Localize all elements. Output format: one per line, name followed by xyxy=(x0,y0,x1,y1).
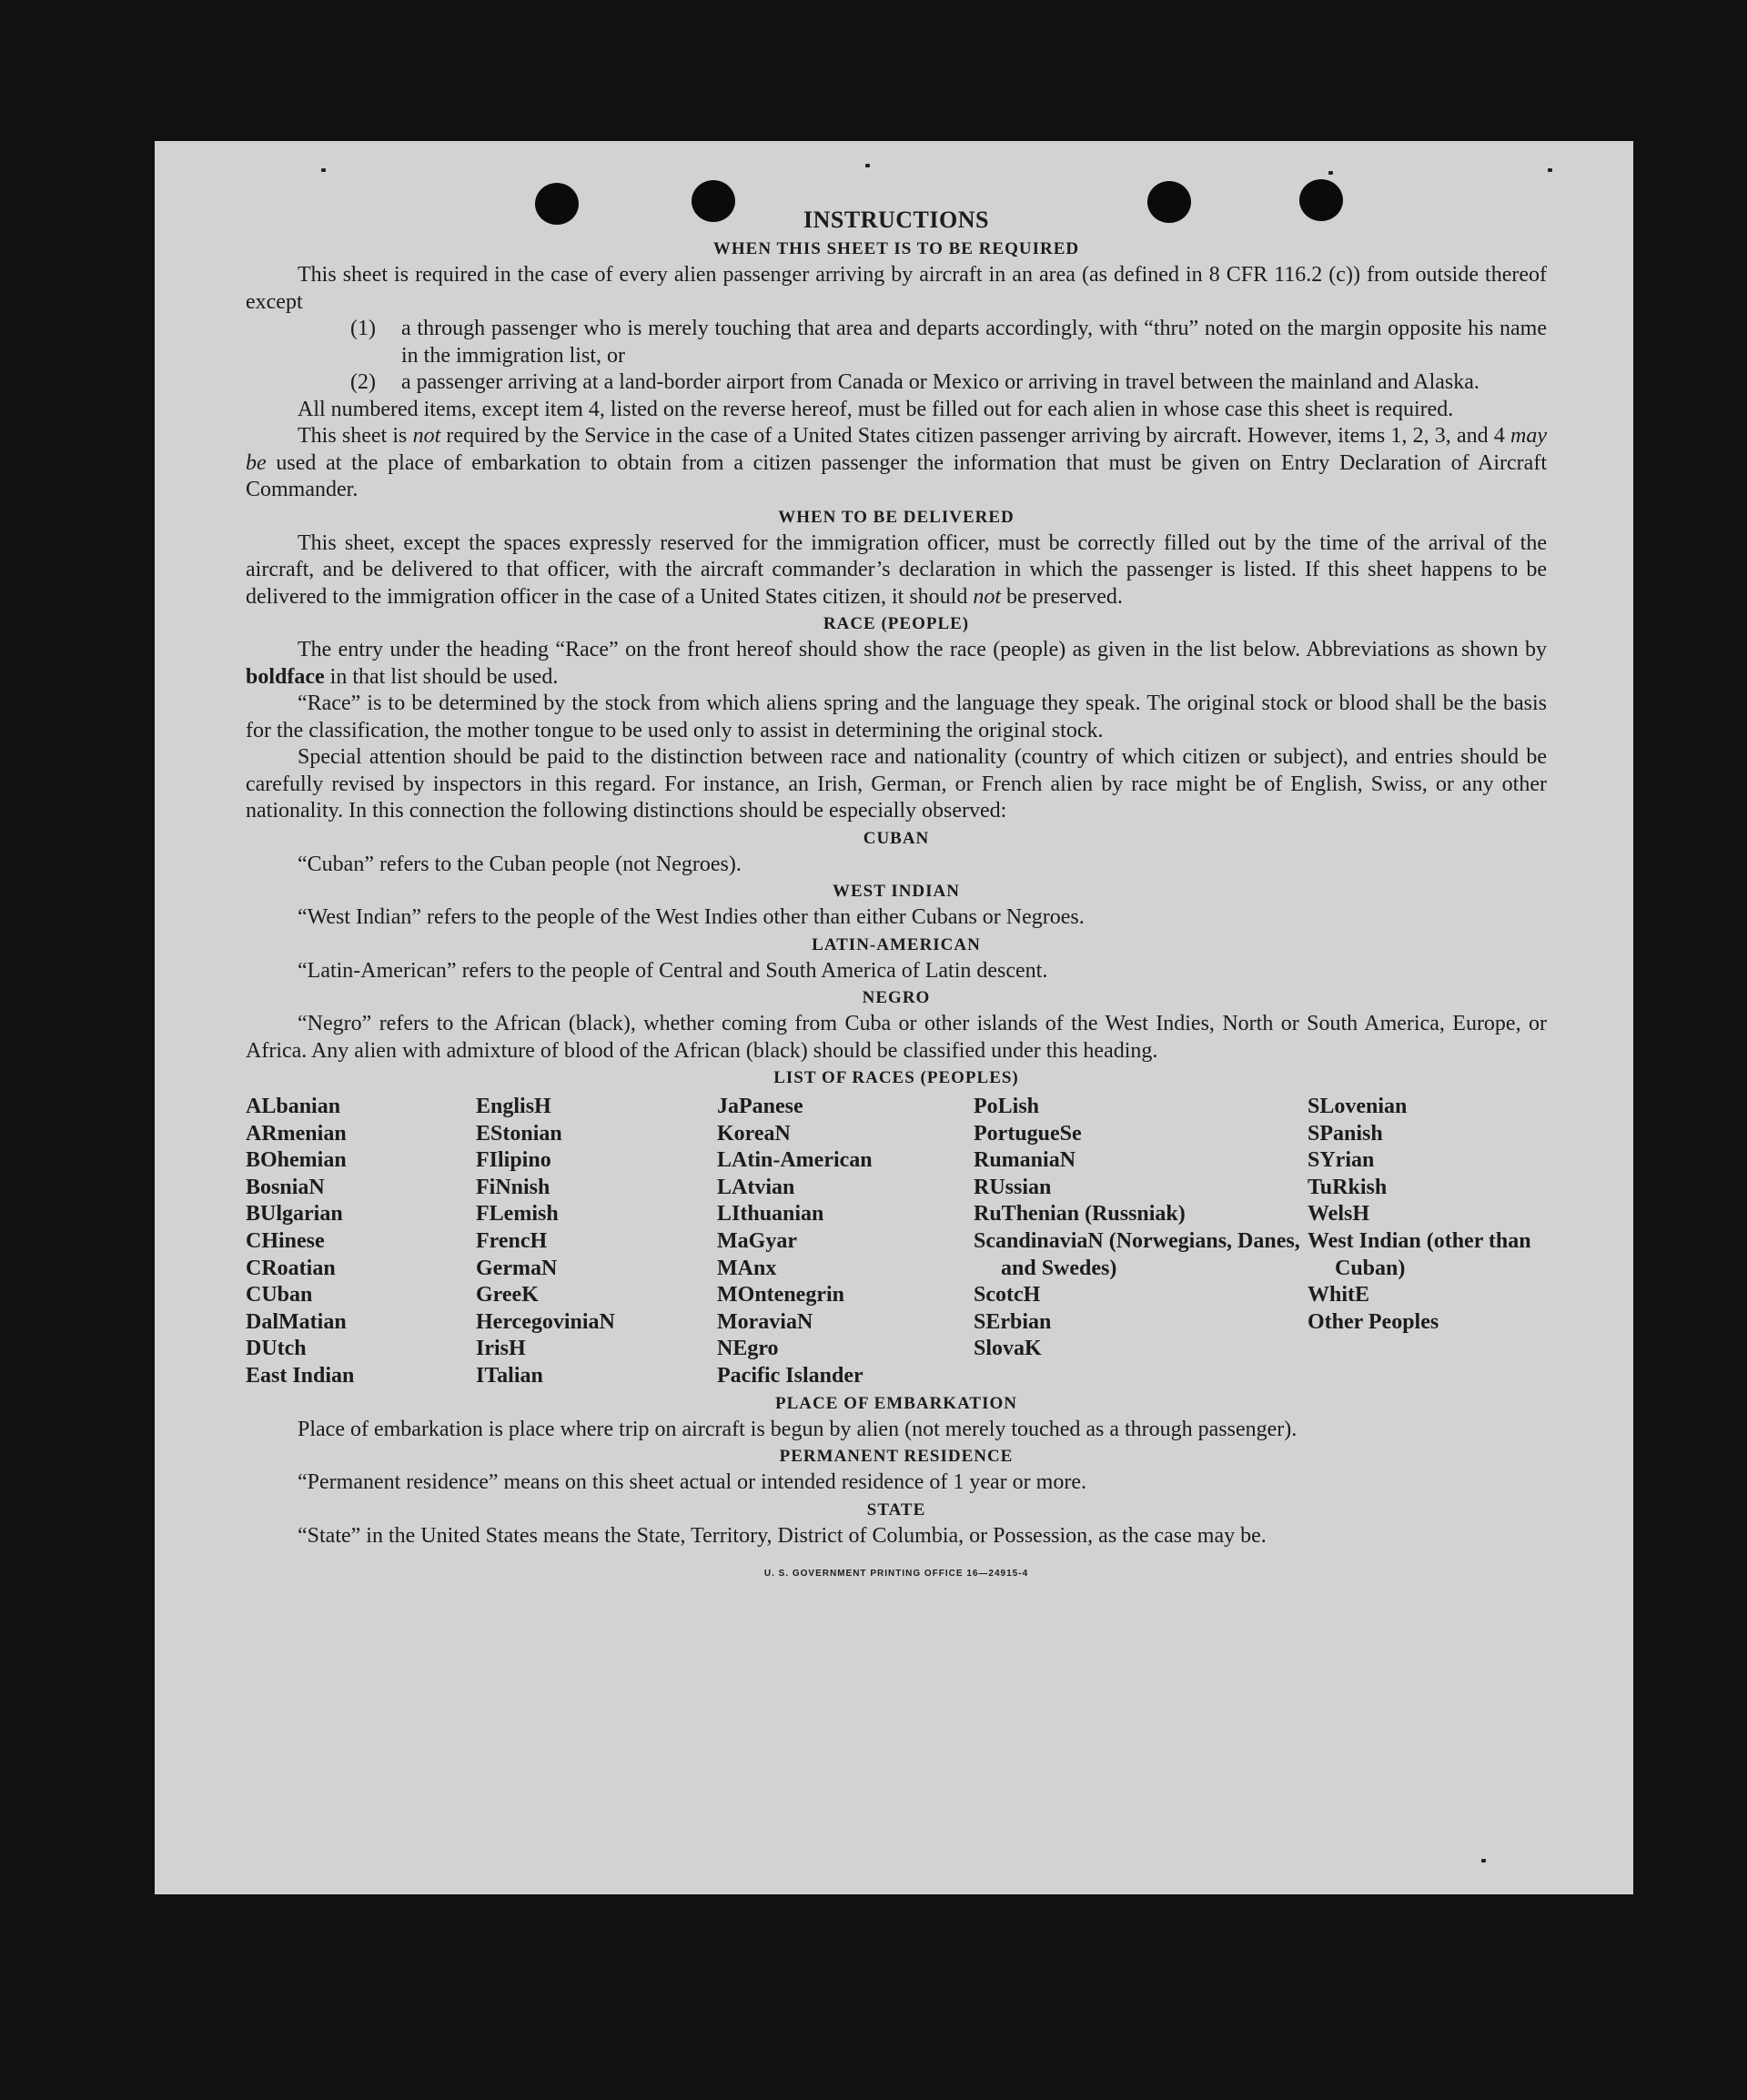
required-paragraph-2: All numbered items, except item 4, listed on the reverse hereof, must be filled out for each alien in whose case this sheet is required. xyxy=(298,397,1454,421)
race-item: SLovenian xyxy=(1308,1095,1408,1118)
heading-negro: NEGRO xyxy=(862,988,931,1007)
speck xyxy=(321,168,326,172)
race-item: DalMatian xyxy=(246,1309,347,1334)
residence-text: “Permanent residence” means on this sheet actual or intended residence of 1 year or more. xyxy=(298,1470,1086,1495)
exception-number: (1) xyxy=(350,317,376,340)
race-item: DUtch xyxy=(246,1337,307,1361)
required-paragraph-3 xyxy=(246,423,1547,504)
west-indian-text: “West Indian” refers to the people of the West Indies other than either Cubans or Negroes. xyxy=(298,905,1085,929)
race-item: ARmenian xyxy=(246,1121,347,1146)
race-item: IrisH xyxy=(476,1337,526,1361)
document-title: INSTRUCTIONS xyxy=(803,207,989,233)
heading-required: WHEN THIS SHEET IS TO BE REQUIRED xyxy=(712,239,1080,258)
race-item: Other Peoples xyxy=(1308,1309,1439,1334)
race-item: MAnx xyxy=(717,1256,777,1280)
race-item: West Indian (other than Cuban) xyxy=(1308,1228,1531,1280)
heading-delivered: WHEN TO BE DELIVERED xyxy=(778,507,1015,527)
text-run: This sheet, except the spaces expressly reserved for the immigration officer, must be correctly filled out by the time of the arrival of the aircraft, and be delivered to that officer, with the aircraft commander’s declaration in which the passenger is listed. If this sheet happens to be delivered to the immigration officer in the case of a United States citizen, it should xyxy=(246,530,1547,609)
exception-item xyxy=(350,316,1547,369)
exception-number: (2) xyxy=(350,370,376,394)
race-item: East Indian xyxy=(246,1363,355,1388)
speck xyxy=(1481,1859,1486,1863)
race-item: WhitE xyxy=(1308,1283,1370,1307)
speck xyxy=(1328,171,1333,175)
race-column xyxy=(1308,1094,1547,1390)
heading-state: STATE xyxy=(866,1499,926,1519)
race-item: SPanish xyxy=(1308,1121,1383,1146)
race-item: ScandinaviaN (Norwegians, Danes, and Swedes) xyxy=(974,1228,1300,1280)
race-item: SErbian xyxy=(974,1309,1052,1334)
text-run: required by the Service in the case of a United States citizen passenger arriving by aircraft. However, items 1, 2, 3, and 4 xyxy=(440,424,1511,448)
race-item: KoreaN xyxy=(717,1121,791,1146)
race-item: SlovaK xyxy=(974,1337,1042,1361)
race-item: CHinese xyxy=(246,1228,325,1253)
negro-text: “Negro” refers to the African (black), whether coming from Cuba or other islands of the West Indies, North or South America, Europe, or Africa. Any alien with admixture of blood of the African (black) should be classified under this heading. xyxy=(246,1012,1547,1063)
race-item: CUban xyxy=(246,1283,313,1307)
race-item: SYrian xyxy=(1308,1148,1375,1173)
race-item: RuThenian (Russniak) xyxy=(974,1202,1186,1227)
emphasis-not: not xyxy=(412,424,441,448)
race-paragraph-2: “Race” is to be determined by the stock from which aliens spring and the language they speak. The original stock or blood shall be the basis for the classification, the mother tongue to be used only to assist in determining the original stock. xyxy=(246,692,1547,742)
race-item: GreeK xyxy=(476,1283,539,1307)
printing-office-footer: U. S. GOVERNMENT PRINTING OFFICE 16—24915-4 xyxy=(763,1569,1029,1580)
race-item: NEgro xyxy=(717,1337,779,1361)
heading-race: RACE (PEOPLE) xyxy=(823,614,970,633)
delivered-paragraph xyxy=(246,530,1547,611)
race-item: MaGyar xyxy=(717,1228,797,1253)
heading-cuban: CUBAN xyxy=(863,828,930,848)
race-item: BOhemian xyxy=(246,1148,347,1173)
race-item: PoLish xyxy=(974,1095,1040,1118)
race-column xyxy=(974,1094,1308,1390)
embarkation-text: Place of embarkation is place where trip on aircraft is begun by alien (not merely touched as a through passenger). xyxy=(298,1417,1298,1441)
race-item: JaPanese xyxy=(717,1095,803,1118)
race-paragraph-1 xyxy=(246,637,1547,691)
text-run: This sheet is xyxy=(298,424,413,448)
race-list xyxy=(246,1094,1547,1390)
heading-latin-american: LATIN-AMERICAN xyxy=(812,934,981,954)
race-item: CRoatian xyxy=(246,1256,336,1280)
speck xyxy=(1548,168,1552,172)
heading-list-of-races: LIST OF RACES (PEOPLES) xyxy=(773,1068,1019,1087)
race-item: MoraviaN xyxy=(717,1309,813,1334)
race-column xyxy=(717,1094,974,1390)
race-item: ScotcH xyxy=(974,1283,1041,1307)
exception-text: a through passenger who is merely touching that area and departs accordingly, with “thru” noted on the margin opposite his name in the immigration list, or xyxy=(401,317,1547,368)
text-run: be preserved. xyxy=(1001,584,1123,609)
bold-word: boldface xyxy=(246,664,325,689)
race-item: Pacific Islander xyxy=(717,1363,863,1388)
exception-item xyxy=(350,369,1547,397)
latin-american-text: “Latin-American” refers to the people of Central and South America of Latin descent. xyxy=(298,958,1048,983)
race-item: MOntenegrin xyxy=(717,1283,844,1307)
race-item: PortugueSe xyxy=(974,1121,1082,1146)
race-item: LAtin-American xyxy=(717,1148,873,1173)
race-paragraph-3: Special attention should be paid to the distinction between race and nationality (country of which citizen or subject), and entries should be carefully revised by inspectors in this regard. For instance, an Irish, German, or French alien by race might be of English, Swiss, or any other nationality. In this connection the following distinctions should be especially observed: xyxy=(246,745,1547,823)
heading-permanent-residence: PERMANENT RESIDENCE xyxy=(779,1447,1014,1467)
race-item: BUlgarian xyxy=(246,1202,343,1227)
cuban-text: “Cuban” refers to the Cuban people (not Negroes). xyxy=(298,852,742,876)
race-item: RumaniaN xyxy=(974,1148,1076,1173)
race-item: EnglisH xyxy=(476,1095,551,1118)
heading-embarkation: PLACE OF EMBARKATION xyxy=(775,1393,1017,1413)
race-item: TuRkish xyxy=(1308,1175,1388,1199)
race-item: HercegoviniaN xyxy=(476,1309,615,1334)
race-item: LIthuanian xyxy=(717,1202,824,1227)
heading-west-indian: WEST INDIAN xyxy=(833,882,960,901)
race-item: FiNnish xyxy=(476,1175,550,1199)
race-column xyxy=(246,1094,476,1390)
race-item: LAtvian xyxy=(717,1175,795,1199)
race-item: BosniaN xyxy=(246,1175,325,1199)
text-run: used at the place of embarkation to obtain from a citizen passenger the information that must be given on Entry Declaration of Aircraft Commander. xyxy=(246,450,1547,501)
race-item: GermaN xyxy=(476,1256,558,1280)
instructions-content xyxy=(246,205,1547,1588)
race-item: ITalian xyxy=(476,1363,543,1388)
text-run: in that list should be used. xyxy=(324,664,559,689)
race-item: EStonian xyxy=(476,1121,562,1146)
speck xyxy=(865,164,870,167)
race-item: FrencH xyxy=(476,1228,548,1253)
race-item: RUssian xyxy=(974,1175,1052,1199)
text-run: The entry under the heading “Race” on the front hereof should show the race (people) as given in the list below. Abbreviations as shown by xyxy=(298,638,1547,661)
race-item: WelsH xyxy=(1308,1202,1370,1227)
race-item: FLemish xyxy=(476,1202,559,1227)
race-item: ALbanian xyxy=(246,1095,341,1118)
emphasis-not: not xyxy=(973,584,1001,609)
race-column xyxy=(476,1094,717,1390)
race-item: FIlipino xyxy=(476,1148,551,1173)
required-intro: This sheet is required in the case of every alien passenger arriving by aircraft in an area (as defined in 8 CFR 116.2 (c)) from outside thereof except xyxy=(246,263,1547,314)
state-text: “State” in the United States means the State, Territory, District of Columbia, or Possession, as the case may be. xyxy=(298,1523,1267,1548)
exception-text: a passenger arriving at a land-border airport from Canada or Mexico or arriving in travel between the mainland and Alaska. xyxy=(401,370,1479,394)
document-sheet xyxy=(155,141,1633,1894)
emphasis-may-be: may be xyxy=(246,424,1547,475)
